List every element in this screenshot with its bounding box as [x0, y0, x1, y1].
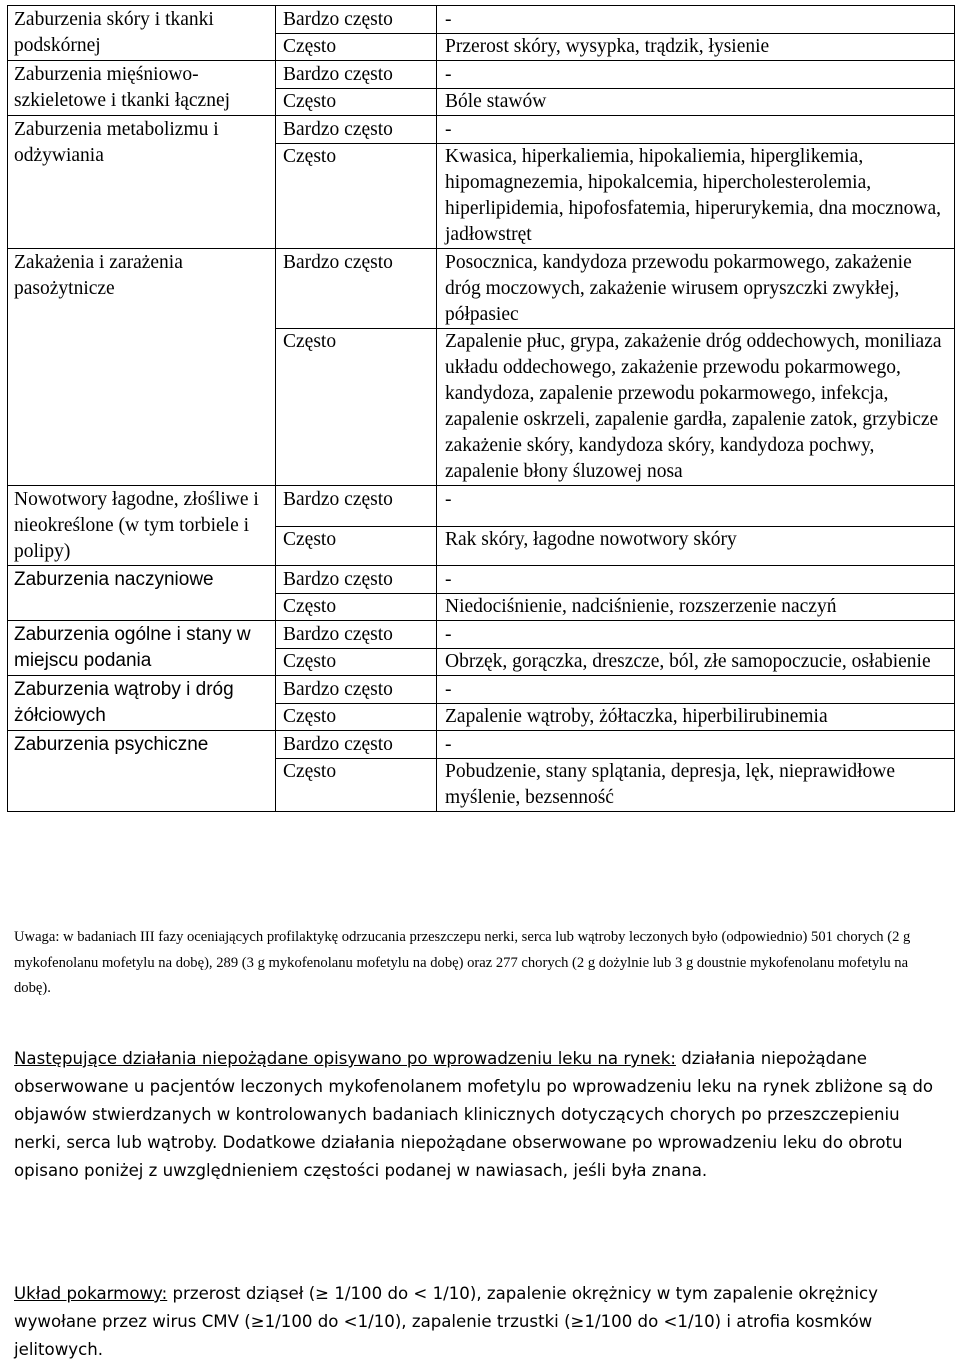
organ-class-cell: Zaburzenia wątroby i dróg żółciowych: [8, 676, 276, 731]
effects-cell: -: [437, 116, 955, 144]
post-marketing-heading: Następujące działania niepożądane opisywano po wprowadzeniu leku na rynek:: [14, 1049, 676, 1068]
post-marketing-text: działania niepożądane obserwowane u pacjentów leczonych mykofenolanem mofetylu po wprowadzeniu leku na rynek zbliżone są do objawów stwierdzanych w kontrolowanych badaniach klinicznych dotyczących chorych po przeszczepieniu nerki, serca lub wątroby. Dodatkowe działania niepożądane obserwowane po wprowadzeniu leku do obrotu opisano poniżej z uwzględnieniem częstości podanej w nawiasach, jeśli była znana.: [14, 1049, 934, 1180]
frequency-cell: Często: [276, 594, 437, 621]
frequency-cell: Często: [276, 144, 437, 249]
gi-paragraph: [14, 1280, 949, 1364]
effects-cell: -: [437, 566, 955, 594]
frequency-cell: Często: [276, 526, 437, 565]
gi-heading: Układ pokarmowy:: [14, 1284, 168, 1303]
frequency-cell: Często: [276, 649, 437, 676]
effects-cell: -: [437, 6, 955, 34]
frequency-cell: Bardzo często: [276, 61, 437, 89]
organ-class-cell: Zaburzenia skóry i tkanki podskórnej: [8, 6, 276, 61]
frequency-cell: Bardzo często: [276, 116, 437, 144]
effects-cell: Rak skóry, łagodne nowotwory skóry: [437, 526, 955, 565]
table-row: [8, 566, 955, 594]
effects-cell: Zapalenie płuc, grypa, zakażenie dróg oddechowych, moniliaza układu oddechowego, zakażenie przewodu pokarmowego, kandydoza, zapalenie przewodu pokarmowego, infekcja, zapalenie oskrzeli, zapalenie gardła, zapalenie zatok, grzybicze zakażenie skóry, kandydoza skóry, kandydoza pochwy, zapalenie błony śluzowej nosa: [437, 329, 955, 486]
table-row: [8, 116, 955, 144]
effects-cell: -: [437, 731, 955, 759]
organ-class-cell: Zaburzenia psychiczne: [8, 731, 276, 812]
effects-cell: Kwasica, hiperkaliemia, hipokaliemia, hiperglikemia, hipomagnezemia, hipokalcemia, hipercholesterolemia, hiperlipidemia, hipofosfatemia, hiperurykemia, dna mocznowa, jadłowstręt: [437, 144, 955, 249]
frequency-cell: Bardzo często: [276, 676, 437, 704]
effects-cell: -: [437, 61, 955, 89]
frequency-cell: Bardzo często: [276, 249, 437, 329]
effects-cell: Bóle stawów: [437, 89, 955, 116]
frequency-cell: Często: [276, 89, 437, 116]
organ-class-cell: Zaburzenia metabolizmu i odżywiania: [8, 116, 276, 249]
frequency-cell: Bardzo często: [276, 731, 437, 759]
post-marketing-paragraph: [14, 1045, 949, 1185]
table-row: [8, 621, 955, 649]
table-row: [8, 486, 955, 527]
table-row: [8, 61, 955, 89]
adverse-effects-table: [7, 5, 955, 812]
organ-class-cell: Nowotwory łagodne, złośliwe i nieokreślone (w tym torbiele i polipy): [8, 486, 276, 566]
frequency-cell: Często: [276, 34, 437, 61]
effects-cell: Niedociśnienie, nadciśnienie, rozszerzenie naczyń: [437, 594, 955, 621]
effects-cell: Przerost skóry, wysypka, trądzik, łysienie: [437, 34, 955, 61]
effects-cell: Zapalenie wątroby, żółtaczka, hiperbilirubinemia: [437, 704, 955, 731]
table-row: [8, 731, 955, 759]
effects-cell: Obrzęk, gorączka, dreszcze, ból, złe samopoczucie, osłabienie: [437, 649, 955, 676]
frequency-cell: Bardzo często: [276, 566, 437, 594]
frequency-cell: Często: [276, 329, 437, 486]
organ-class-cell: Zaburzenia ogólne i stany w miejscu podania: [8, 621, 276, 676]
table-row: [8, 249, 955, 329]
frequency-cell: Bardzo często: [276, 6, 437, 34]
study-note: Uwaga: w badaniach III fazy oceniających profilaktykę odrzucania przeszczepu nerki, serca lub wątroby leczonych było (odpowiednio) 501 chorych (2 g mykofenolanu mofetylu na dobę), 289 (3 g mykofenolanu mofetylu na dobę) oraz 277 chorych (2 g dożylnie lub 3 g doustnie mykofenolanu mofetylu na dobę).: [14, 929, 911, 996]
frequency-cell: Często: [276, 704, 437, 731]
organ-class-cell: Zakażenia i zarażenia pasożytnicze: [8, 249, 276, 486]
effects-cell: -: [437, 621, 955, 649]
gi-text: przerost dziąseł (≥ 1/100 do < 1/10), zapalenie okrężnicy w tym zapalenie okrężnicy wywołane przez wirus CMV (≥1/100 do <1/10), zapalenie trzustki (≥1/100 do <1/10) i atrofia kosmków jelitowych.: [14, 1284, 878, 1359]
table-row: [8, 6, 955, 34]
frequency-cell: Często: [276, 759, 437, 812]
effects-cell: -: [437, 486, 955, 527]
effects-cell: -: [437, 676, 955, 704]
organ-class-cell: Zaburzenia naczyniowe: [8, 566, 276, 621]
effects-cell: Pobudzenie, stany splątania, depresja, lęk, nieprawidłowe myślenie, bezsenność: [437, 759, 955, 812]
organ-class-cell: Zaburzenia mięśniowo-szkieletowe i tkanki łącznej: [8, 61, 276, 116]
frequency-cell: Bardzo często: [276, 486, 437, 527]
table-row: [8, 676, 955, 704]
frequency-cell: Bardzo często: [276, 621, 437, 649]
effects-cell: Posocznica, kandydoza przewodu pokarmowego, zakażenie dróg moczowych, zakażenie wirusem opryszczki zwykłej, półpasiec: [437, 249, 955, 329]
